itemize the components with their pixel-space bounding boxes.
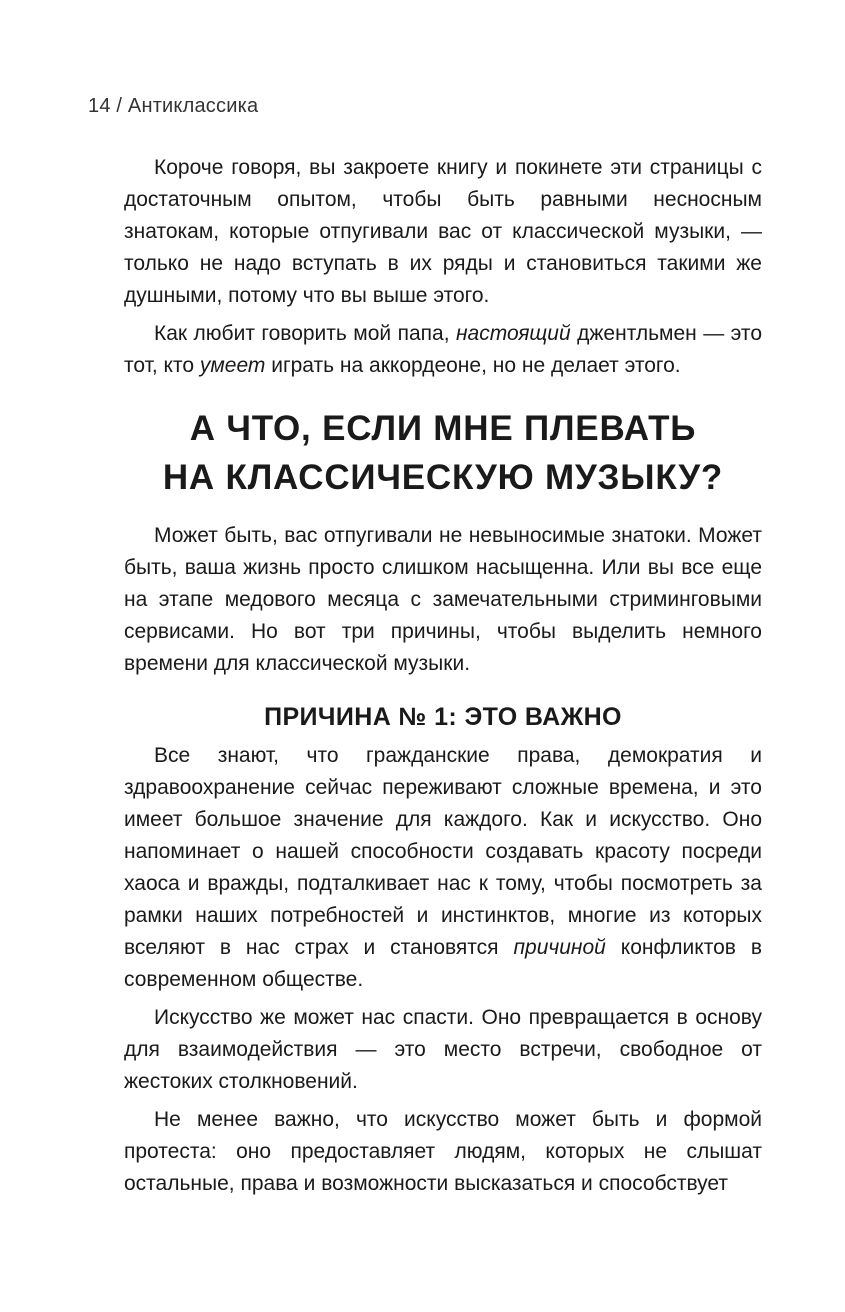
paragraph-2-text-a: Как любит говорить мой папа, [154, 322, 456, 345]
paragraph-2-emphasis-a: настоящий [456, 322, 571, 345]
paragraph-6: Не менее важно, что искусство может быть и формой протеста: оно предоставляет людям, которых не слышат остальные, права и возможности высказаться и способствует [124, 1108, 762, 1195]
subsection-heading: ПРИЧИНА № 1: ЭТО ВАЖНО [264, 703, 622, 731]
section-heading-line-1: А ЧТО, ЕСЛИ МНЕ ПЛЕВАТЬ [189, 409, 697, 448]
section-heading-line-2: НА КЛАССИЧЕСКУЮ МУЗЫКУ? [162, 458, 724, 497]
paragraph-4 [124, 740, 762, 996]
paragraph-4-emphasis: причиной [513, 936, 606, 959]
running-head: 14 / Антиклассика [88, 95, 259, 117]
paragraph-3: Может быть, вас отпугивали не невыносимые знатоки. Может быть, ваша жизнь просто слишком насыщенна. Или вы все еще на этапе медового месяца с замечательными стриминговыми сервисами. Но вот три причины, чтобы выделить немного времени для классической музыки. [124, 524, 762, 675]
paragraph-4-text-b: конфликтов в современном обществе. [124, 936, 762, 991]
page-body [124, 152, 762, 1200]
paragraph-2-emphasis-b: умеет [199, 354, 266, 377]
paragraph-1: Короче говоря, вы закроете книгу и покинете эти страницы с достаточным опытом, чтобы быть равными несносным знатокам, которые отпугивали вас от классической музыки, — только не надо вступать в их ряды и становиться такими же душными, потому что вы выше этого. [124, 156, 762, 307]
paragraph-2-text-b: джентльмен — это тот, кто [124, 322, 762, 377]
paragraph-2 [124, 318, 762, 382]
paragraph-4-text-a: Все знают, что гражданские права, демократия и здравоохранение сейчас переживают сложные времена, и это имеет большое значение для каждого. Как и искусство. Оно напоминает о нашей способности создавать красоту посреди хаоса и вражды, подталкивает нас к тому, чтобы посмотреть за рамки наших потребностей и инстинктов, многие из которых вселяют в нас страх и становятся [124, 744, 762, 959]
section-heading [124, 404, 762, 502]
paragraph-2-text-c: играть на аккордеоне, но не делает этого. [265, 354, 681, 377]
paragraph-5: Искусство же может нас спасти. Оно превращается в основу для взаимодействия — это место встречи, свободное от жестоких столкновений. [124, 1006, 762, 1093]
